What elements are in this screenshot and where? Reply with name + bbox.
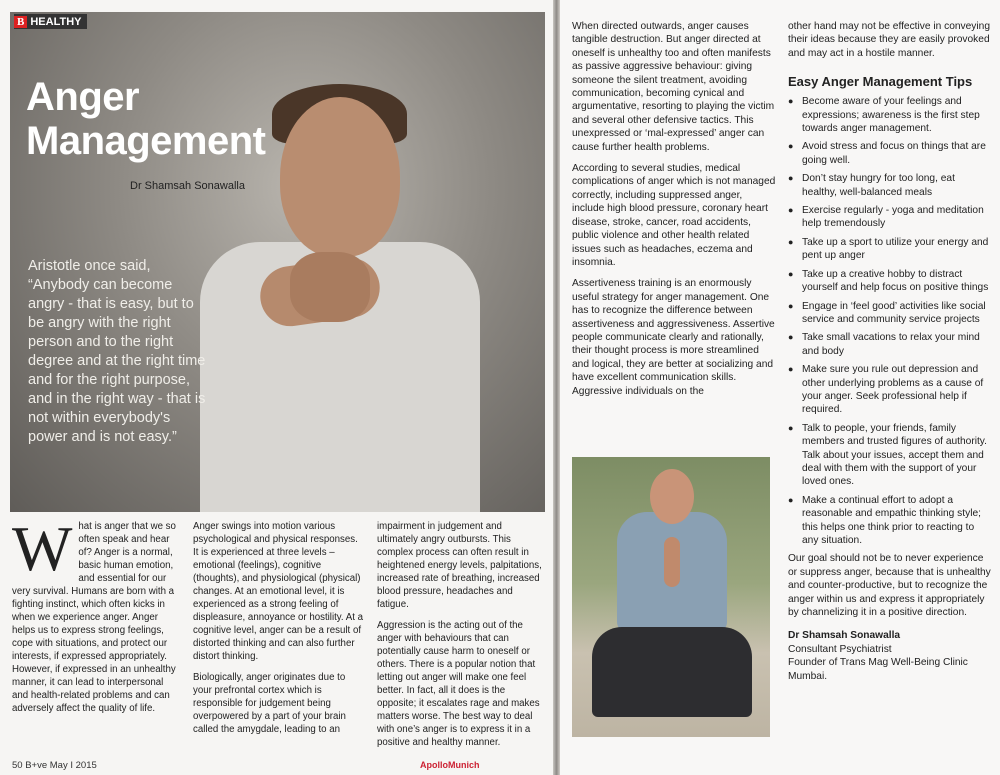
col2-paragraph-1: Anger swings into motion various psychological and physical responses. It is experienced at three levels – emotional (feelings), cognitive (thoughts), and physiological (physical) changes. At an emotional level, it is experienced as a strong feeling of displeasure, annoyance or hostility. At a cognitive level, anger can be a result of distorted thinking and can also further distort thinking. (193, 521, 363, 662)
tip-item: ● Become aware of your feelings and expressions; awareness is the first step towards anger management. (788, 95, 992, 135)
yoga-legs (592, 627, 752, 717)
tip-item: ● Engage in ‘feel good’ activities like social service and community service projects (788, 300, 992, 327)
left-column-3 (377, 520, 545, 757)
right-page (560, 0, 1000, 775)
rcolA-paragraph-2: According to several studies, medical complications of anger which is not managed correctly, including suppressed anger, include high blood pressure, coronary heart disease, stroke, cancer, road accidents, public violence and other health related issues such as headaches, eczema and insomnia. (572, 163, 776, 268)
author-city: Mumbai. (788, 670, 828, 682)
tip-item: ● Take small vacations to relax your mind and body (788, 331, 992, 358)
section-name: HEALTHY (30, 15, 82, 28)
col2-paragraph-2: Biologically, anger originates due to your prefrontal cortex which is responsible for judgement being overpowered by a part of your brain called the amygdale, leading to an (193, 672, 346, 735)
rcolA-paragraph-1: When directed outwards, anger causes tangible destruction. But anger directed at oneself is unhealthy too and often manifests as passive aggressive behaviour: giving someone the silent treatment, avoiding communication, becoming cynical and argumentative, resorting to playing the victim and several other defensive tactics. This unexpressed or ‘mal-expressed’ anger can cause further health problems. (572, 21, 775, 153)
tips-list (788, 95, 992, 547)
yoga-folded-hands (664, 537, 680, 587)
tip-item: ● Make sure you rule out depression and other underlying problems as a cause of your anger. Seek professional help if required. (788, 363, 992, 417)
left-column-2 (193, 520, 365, 744)
closing-paragraph: Our goal should not be to never experience or suppress anger, because that is unhealthy and counter-productive, but to recognize the anger within us and express it appropriately by channelizing it in a positive direction. (788, 553, 991, 619)
col1-paragraph (12, 513, 180, 715)
tip-item: ● Take up a creative hobby to distract yourself and help focus on positive things (788, 268, 992, 295)
author-role: Consultant Psychiatrist (788, 643, 892, 655)
tip-item: ● Take up a sport to utilize your energy and pent up anger (788, 236, 992, 263)
byline: Dr Shamsah Sonawalla (130, 180, 245, 192)
col3-paragraph-1: impairment in judgement and ultimately angry outbursts. This complex process can often result in heightened energy levels, palpitations, increased rate of breathing, increased blood pressure, headaches and fatigue. (377, 521, 542, 610)
col1-text: hat is anger that we so often speak and hear of? Anger is a normal, basic human emotion, and essential for our very survival. Humans are born with a fighting instinct, which often kicks in when we experience anger. Anger helps us to express strong feelings, cope with situations, and protect our interests, if expressed appropriately. However, if expressed in an unhealthy manner, it can lead to interpersonal and health-related problems and can adversely affect the quality of life. (12, 521, 176, 714)
right-column-b (788, 20, 992, 683)
rcolA-paragraph-3: Assertiveness training is an enormously useful strategy for anger management. One has to recognize the difference between assertiveness and aggressiveness. Assertive people communicate clearly and rationally, their thought process is more streamlined and logical, they are better at socializing and have excellent communication skills. Aggressive individuals on the (572, 278, 775, 397)
tip-item: ● Avoid stress and focus on things that are going well. (788, 140, 992, 167)
page-folio: 50 B+ve May I 2015 (12, 760, 97, 771)
tip-item: ● Exercise regularly - yoga and meditation help tremendously (788, 204, 992, 231)
tips-heading: Easy Anger Management Tips (788, 74, 973, 90)
rcolB-intro: other hand may not be effective in conveying their ideas because they are easily provoked and may act in a hostile manner. (788, 21, 990, 59)
right-column-a (572, 20, 777, 406)
tip-item: ● Make a continual effort to adopt a reasonable and empathic thinking style; this helps one think prior to reacting to any situation. (788, 494, 992, 548)
pull-quote: Aristotle once said, “Anybody can become angry - that is easy, but to be angry with the right person and to the right degree and at the right time and for the right purpose, and in the right way - that is not within everybody's power and is not easy.” (28, 258, 206, 445)
article-title (26, 75, 266, 163)
section-badge: B (14, 16, 27, 28)
hero-pointing-fist (290, 252, 370, 322)
tip-item: ● Don’t stay hungry for too long, eat healthy, well-balanced meals (788, 172, 992, 199)
tip-item: ● Talk to people, your friends, family members and trusted figures of authority. Talk about your issues, accept them and deal with them with the support of your loved ones. (788, 422, 992, 489)
title-line-1: Anger (26, 75, 140, 119)
drop-cap: W (12, 513, 73, 584)
author-org: Founder of Trans Mag Well-Being Clinic (788, 657, 968, 669)
title-line-2: Management (26, 119, 266, 163)
yoga-head (650, 469, 694, 524)
yoga-photo (572, 457, 770, 737)
hero-head (280, 97, 400, 257)
section-tag (14, 14, 87, 29)
col3-paragraph-2: Aggression is the acting out of the anger with behaviours that can potentially cause harm to oneself or others. There is a popular notion that letting out anger will make one feel better. In fact, all it does is the opposite; it escalates rage and makes matters worse. The best way to deal with one’s anger is to express it in a positive and healthy manner. (377, 620, 540, 748)
sponsor-logo: ApolloMunich (420, 760, 480, 770)
page-gutter (553, 0, 560, 775)
left-column-1 (12, 513, 180, 723)
author-name: Dr Shamsah Sonawalla (788, 630, 901, 642)
